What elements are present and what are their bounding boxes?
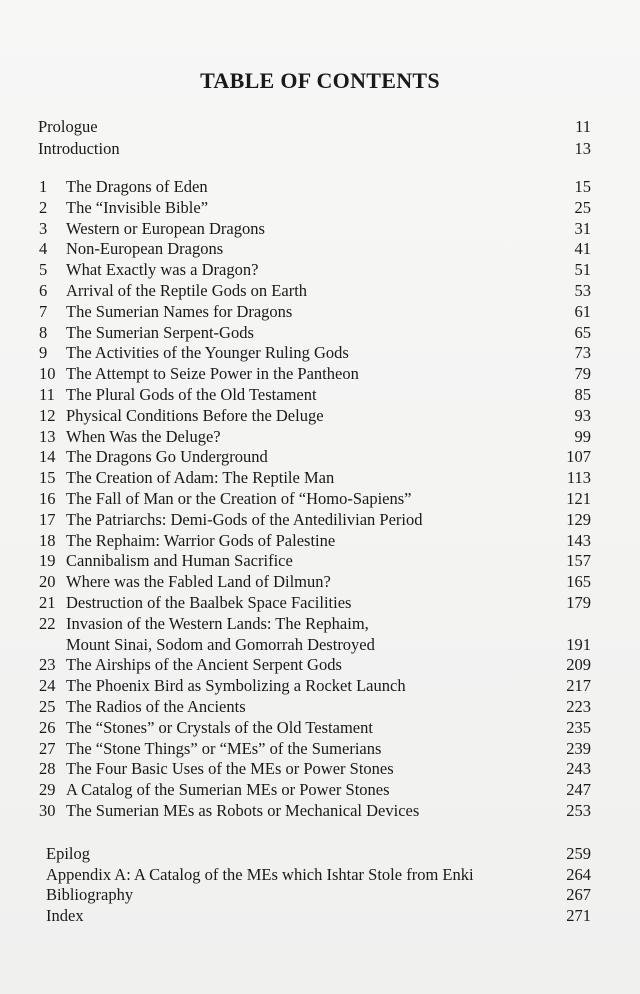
- page-number: 121: [566, 489, 591, 508]
- page-number: 15: [574, 177, 591, 196]
- chapter-number: 3: [39, 218, 48, 238]
- entry-title: When Was the Deluge?: [66, 426, 221, 446]
- page-number: 25: [574, 197, 591, 217]
- entry-title: The Dragons of Eden: [66, 177, 208, 196]
- toc-entry: [0, 550, 640, 572]
- chapter-number: 1: [39, 177, 48, 196]
- entry-title: The Four Basic Uses of the MEs or Power Stones: [66, 759, 394, 779]
- chapter-number: 17: [39, 509, 56, 529]
- entry-title: The “Stones” or Crystals of the Old Testament: [66, 717, 373, 737]
- toc-entry: [0, 738, 640, 760]
- toc-entry: [0, 342, 640, 364]
- entry-title: The Attempt to Seize Power in the Pantheon: [66, 364, 359, 384]
- entry-title: The Rephaim: Warrior Gods of Palestine: [66, 530, 336, 550]
- toc-entry: [0, 758, 640, 780]
- toc-entry: [0, 384, 640, 406]
- chapter-number: 26: [39, 717, 56, 737]
- chapter-number: 14: [39, 447, 56, 467]
- toc-entry: [0, 530, 640, 552]
- entry-title: Introduction: [38, 139, 120, 158]
- page-number: 73: [574, 343, 591, 363]
- toc-entry: [0, 675, 640, 697]
- chapter-number: 7: [39, 301, 48, 321]
- chapter-number: 2: [39, 197, 48, 217]
- toc-entry: [0, 864, 640, 886]
- entry-title: The “Stone Things” or “MEs” of the Sumerians: [66, 738, 382, 758]
- chapter-number: 23: [39, 655, 56, 675]
- page-number: 253: [566, 801, 591, 820]
- toc-entry: [0, 176, 640, 198]
- chapter-number: 30: [39, 801, 56, 820]
- chapter-number: 24: [39, 676, 56, 696]
- toc-entry: [0, 717, 640, 739]
- page-number: 271: [566, 905, 591, 925]
- toc-entry: [0, 779, 640, 801]
- page-number: 259: [566, 844, 591, 863]
- toc-entry: [0, 634, 640, 656]
- toc-entry: [0, 116, 640, 138]
- chapter-number: 29: [39, 780, 56, 800]
- chapter-number: 18: [39, 530, 56, 550]
- entry-title: Appendix A: A Catalog of the MEs which Ishtar Stole from Enki: [46, 864, 474, 884]
- chapter-number: 12: [39, 405, 56, 425]
- chapter-number: 10: [39, 364, 56, 384]
- page-title: TABLE OF CONTENTS: [200, 68, 440, 93]
- entry-title: The Sumerian Names for Dragons: [66, 301, 293, 321]
- entry-title: Destruction of the Baalbek Space Facilities: [66, 593, 352, 612]
- toc-entry: [0, 197, 640, 219]
- entry-title: What Exactly was a Dragon?: [66, 260, 259, 280]
- chapter-number: 5: [39, 260, 48, 280]
- toc-entry: [0, 509, 640, 531]
- toc-entry: [0, 571, 640, 593]
- entry-title: Physical Conditions Before the Deluge: [66, 405, 324, 425]
- entry-title: Bibliography: [46, 885, 134, 904]
- toc-entry: [0, 322, 640, 344]
- page-number: 267: [566, 885, 591, 904]
- toc-entry: [0, 488, 640, 510]
- toc-entry: [0, 259, 640, 281]
- page-number: 107: [566, 447, 591, 467]
- entry-title: The Plural Gods of the Old Testament: [66, 385, 317, 404]
- toc-entry: [0, 301, 640, 323]
- page-number: 13: [574, 139, 591, 158]
- entry-title: The Activities of the Younger Ruling Gods: [66, 343, 349, 363]
- toc-entry: [0, 843, 640, 865]
- toc-entry: [0, 280, 640, 302]
- entry-title: Invasion of the Western Lands: The Rephaim,: [66, 613, 369, 633]
- chapter-number: 27: [39, 738, 56, 758]
- entry-title: Epilog: [46, 844, 90, 863]
- toc-entry: [0, 446, 640, 468]
- entry-title: Mount Sinai, Sodom and Gomorrah Destroyed: [66, 634, 375, 654]
- page-number: 165: [566, 572, 591, 592]
- chapter-number: 21: [39, 593, 56, 612]
- entry-title: Index: [46, 905, 84, 925]
- chapter-number: 11: [39, 385, 55, 404]
- entry-title: Prologue: [38, 117, 98, 136]
- toc-entry: [0, 238, 640, 260]
- toc-entry: [0, 654, 640, 676]
- entry-title: Non-European Dragons: [66, 239, 224, 259]
- chapter-number: 13: [39, 426, 56, 446]
- entry-title: The Airships of the Ancient Serpent Gods: [66, 655, 342, 675]
- toc-entry: [0, 218, 640, 240]
- entry-title: The Dragons Go Underground: [66, 447, 268, 467]
- entry-title: The Radios of the Ancients: [66, 697, 246, 716]
- page-number: 79: [574, 364, 591, 384]
- chapter-number: 8: [39, 322, 48, 342]
- page-number: 129: [566, 509, 591, 529]
- page-number: 53: [574, 281, 591, 300]
- chapter-number: 16: [39, 489, 56, 508]
- page-number: 61: [574, 301, 591, 321]
- chapter-number: 4: [39, 239, 48, 259]
- toc-entry: [0, 696, 640, 718]
- page-number: 223: [566, 697, 591, 716]
- entry-title: Cannibalism and Human Sacrifice: [66, 551, 293, 571]
- entry-title: Western or European Dragons: [66, 218, 265, 238]
- page-number: 247: [566, 780, 591, 800]
- chapter-number: 6: [39, 281, 48, 300]
- toc-entry: [0, 405, 640, 427]
- entry-title: The Sumerian MEs as Robots or Mechanical Devices: [66, 801, 420, 820]
- page-number: 157: [566, 551, 591, 571]
- chapter-number: 19: [39, 551, 56, 571]
- chapter-number: 22: [39, 613, 56, 633]
- page-number: 235: [566, 717, 591, 737]
- entry-title: The Fall of Man or the Creation of “Homo-Sapiens”: [66, 489, 412, 508]
- page-number: 41: [574, 239, 591, 259]
- toc-entry: [0, 905, 640, 927]
- chapter-number: 20: [39, 572, 56, 592]
- page-number: 239: [566, 738, 591, 758]
- page-number: 191: [566, 634, 591, 654]
- page-number: 243: [566, 759, 591, 779]
- toc-entry: [0, 800, 640, 822]
- entry-title: The Patriarchs: Demi-Gods of the Antedilivian Period: [66, 509, 423, 529]
- page-number: 264: [566, 864, 591, 884]
- page-number: 51: [574, 260, 591, 280]
- page-number: 113: [566, 468, 591, 488]
- toc-entry: [0, 426, 640, 448]
- entry-title: The Creation of Adam: The Reptile Man: [66, 468, 335, 488]
- entry-title: A Catalog of the Sumerian MEs or Power Stones: [66, 780, 390, 800]
- page-number: 217: [566, 676, 591, 696]
- page-number: 93: [574, 405, 591, 425]
- page-number: 179: [566, 593, 591, 612]
- chapter-number: 25: [39, 697, 56, 716]
- page-number: 11: [575, 117, 591, 136]
- toc-entry: [0, 592, 640, 614]
- page-number: 65: [574, 322, 591, 342]
- entry-title: The “Invisible Bible”: [66, 197, 209, 217]
- page-number: 99: [574, 426, 591, 446]
- page-number: 85: [574, 385, 591, 404]
- toc-entry: [0, 467, 640, 489]
- toc-entry: [0, 884, 640, 906]
- page-number: 143: [566, 530, 591, 550]
- toc-entry: [0, 138, 640, 160]
- entry-title: The Sumerian Serpent-Gods: [66, 322, 254, 342]
- chapter-number: 9: [39, 343, 48, 363]
- page-number: 209: [566, 655, 591, 675]
- entry-title: Where was the Fabled Land of Dilmun?: [66, 572, 331, 592]
- toc-entry: [0, 613, 640, 635]
- entry-title: The Phoenix Bird as Symbolizing a Rocket Launch: [66, 676, 406, 696]
- entry-title: Arrival of the Reptile Gods on Earth: [66, 281, 308, 300]
- chapter-number: 28: [39, 759, 56, 779]
- toc-entry: [0, 363, 640, 385]
- page-number: 31: [574, 218, 591, 238]
- chapter-number: 15: [39, 468, 56, 488]
